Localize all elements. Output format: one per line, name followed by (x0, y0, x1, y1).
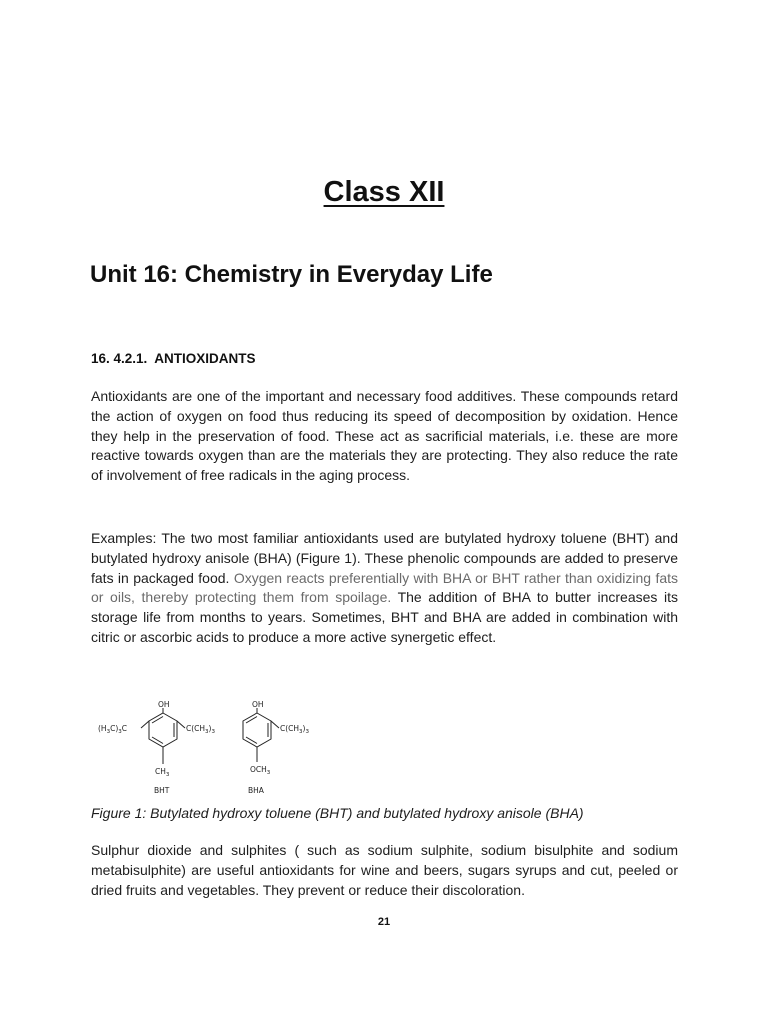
bht-structure (141, 708, 185, 764)
paragraph-examples-part-3: The addition of BHA to butter increases its storage life from months to years. Sometimes, BHT and BHA are added in combination with citric or ascorbic acids to produce a more active synergetic effect. (91, 589, 678, 645)
page-number: 21 (377, 916, 391, 928)
bht-benzene-ring (149, 713, 177, 747)
bht-double-bond-3 (152, 737, 163, 744)
bht-label: BHT (154, 786, 170, 795)
bht-right-bond (177, 721, 185, 728)
bha-right-group-label: $C(CH_3)_3$ (280, 724, 309, 735)
bha-double-bond-1 (246, 717, 257, 724)
bht-double-bond-1 (152, 717, 163, 724)
bht-bottom-group-label: $CH_3$ (155, 767, 170, 778)
chemical-structures-diagram (92, 696, 332, 800)
bht-right-group-label: $C(CH_3)_3$ (186, 724, 215, 735)
bha-double-bond-3 (246, 737, 257, 744)
paragraph-sulphites: Sulphur dioxide and sulphites ( such as sodium sulphite, sodium bisulphite and sodium metabisulphite) are useful antioxidants for wine and beers, sugars syrups and cut, peeled or dried fruits and vegetables. They prevent or reduce their discoloration. (91, 842, 678, 898)
paragraph-examples-part-2: Oxygen reacts preferentially with BHA or BHT rather than oxidizing fats or oils, thereby protecting them from spoilage. (91, 569, 679, 606)
paragraph-examples-part-1: Examples: The two most familiar antioxidants used are butylated hydroxy toluene (BHT) and butylated hydroxy anisole (BHA) (Figure 1). These phenolic compounds are added to preserve fats in packaged food. (91, 530, 678, 586)
bha-bottom-group-label: $OCH_3$ (250, 765, 271, 776)
paragraph-antioxidants-intro: Antioxidants are one of the important and necessary food additives. These compounds retard the action of oxygen on food thus reducing its speed of decomposition by oxidation. Hence they help in the preservation of food. These act as sacrificial materials, i.e. these are more reactive towards oxygen than are the materials they are protecting. They also reduce the rate of involvement of free radicals in the aging process. (91, 388, 678, 484)
bht-left-group-label: $(H_3C)_3C$ (98, 724, 127, 735)
figure-caption: Figure 1: Butylated hydroxy toluene (BHT) and butylated hydroxy anisole (BHA) (91, 805, 584, 821)
bht-oh-label: OH (158, 700, 170, 709)
bha-structure (243, 708, 279, 762)
bha-benzene-ring (243, 713, 271, 747)
figure-structures (92, 696, 332, 800)
bha-oh-label: OH (252, 700, 264, 709)
bha-right-bond (271, 721, 279, 728)
class-title: Class XII (323, 176, 445, 208)
paragraph-examples (91, 529, 678, 648)
bha-label: BHA (248, 786, 264, 795)
unit-title: Unit 16: Chemistry in Everyday Life (90, 261, 493, 288)
section-heading: 16. 4.2.1. ANTIOXIDANTS (91, 351, 256, 366)
bht-left-bond (141, 721, 149, 728)
